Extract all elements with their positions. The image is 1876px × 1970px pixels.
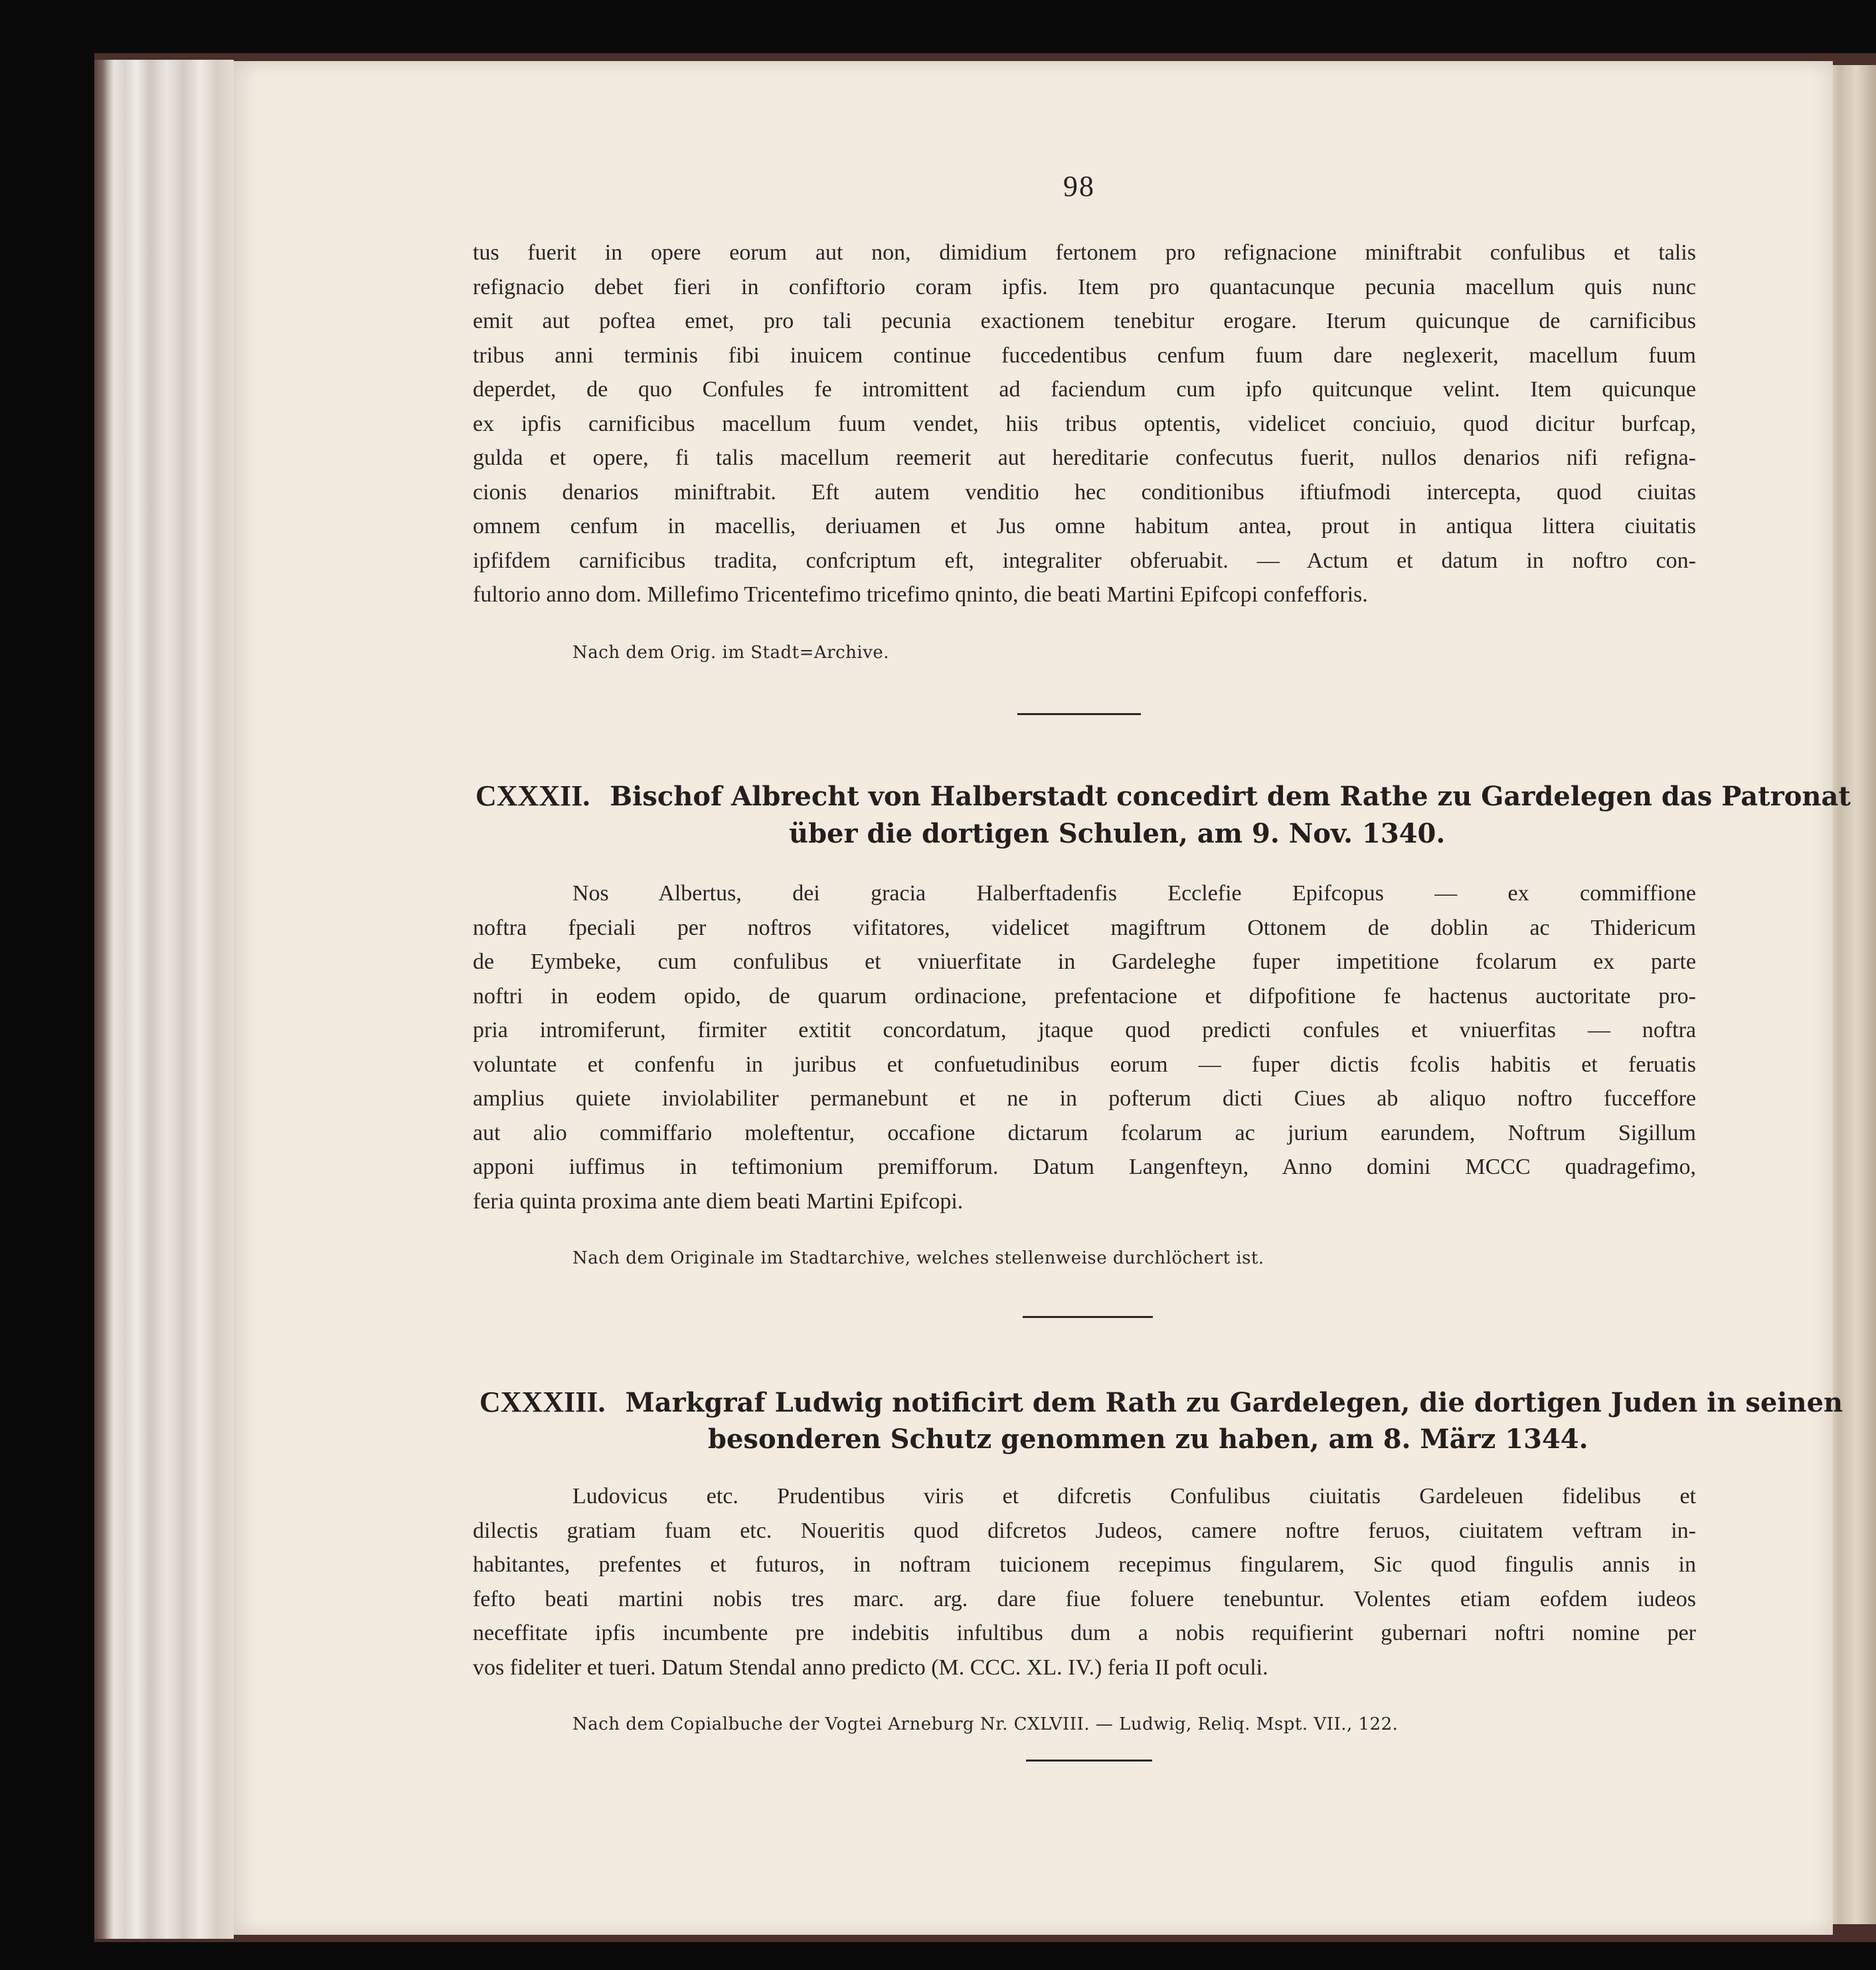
text-line: ex ipfis carnificibus macellum fuum vendet, hiis tribus optentis, videlicet conciuio, quod dicitur burfcap, (473, 411, 1696, 436)
source-note: Nach dem Copialbuche der Vogtei Arneburg Nr. CXLVIII. — Ludwig, Reliq. Mspt. VII., 122. (572, 1714, 1399, 1734)
text-line: noftri in eodem opido, de quarum ordinacione, prefentacione et difpofitione fe hactenus auctoritate pro- (473, 983, 1696, 1009)
text-line: fultorio anno dom. Millefimo Tricentefimo tricefimo qninto, die beati Martini Epifcopi confefforis. (473, 582, 1368, 607)
text-line: cionis denarios miniftrabit. Eft autem venditio hec conditionibus iftiufmodi intercepta, quod ciuitas (473, 479, 1696, 505)
text-line: noftra fpeciali per noftros vifitatores, videlicet magiftrum Ottonem de doblin ac Thidericum (473, 915, 1696, 940)
document-heading-133 (479, 1384, 1843, 1422)
text-line: tribus anni terminis fibi inuicem continue fuccedentibus cenfum fuum dare neglexerit, macellum fuum (473, 343, 1696, 368)
source-note: Nach dem Originale im Stadtarchive, welches stellenweise durchlöchert ist. (572, 1248, 1264, 1268)
text-line: fefto beati martini nobis tres marc. arg. dare fiue foluere tenebuntur. Volentes etiam eofdem iudeos (473, 1586, 1696, 1611)
text-line: voluntate et confenfu in juribus et confuetudinibus eorum — fuper dictis fcolis habitis et feruatis (473, 1052, 1696, 1077)
page-number: 98 (1063, 170, 1095, 203)
text-line: Ludovicus etc. Prudentibus viris et difcretis Confulibus ciuitatis Gardeleuen fidelibus et (572, 1484, 1696, 1509)
document-number: CXXXIII. (479, 1386, 606, 1418)
text-line: tus fuerit in opere eorum aut non, dimidium fertonem pro refignacione miniftrabit confulibus et talis (473, 240, 1696, 265)
document-heading-132 (475, 778, 1851, 815)
text-line: dilectis gratiam fuam etc. Noueritis quod difcretos Judeos, camere noftre feruos, ciuitatem veftram in- (473, 1518, 1696, 1543)
text-line: ipfifdem carnificibus tradita, confcriptum eft, integraliter obferuabit. — Actum et datum in noftro con- (473, 548, 1696, 573)
section-divider (1023, 1316, 1153, 1318)
text-line: emit aut poftea emet, pro tali pecunia exactionem tenebitur erogare. Iterum quicunque de carnificibus (473, 309, 1696, 333)
source-note: Nach dem Orig. im Stadt=Archive. (572, 643, 890, 663)
text-line: amplius quiete inviolabiliter permanebunt et ne in pofterum dicti Ciues ab aliquo noftro fucceffore (473, 1086, 1696, 1111)
document-title-line-2: besonderen Schutz genommen zu haben, am 8. März 1344. (708, 1424, 1588, 1455)
document-title-line-1: Bischof Albrecht von Halberstadt concedirt dem Rathe zu Gardelegen das Patronat (610, 781, 1851, 812)
text-line: aut alio commiffario moleftentur, occafione dictarum fcolarum ac jurium earundem, Noftrum Sigillum (473, 1120, 1696, 1145)
document-text-133 (473, 1479, 1696, 1684)
document-title-line-2: über die dortigen Schulen, am 9. Nov. 1340. (789, 818, 1446, 849)
section-divider (1017, 713, 1141, 715)
previous-document-text (473, 236, 1696, 612)
section-divider (1026, 1760, 1152, 1762)
text-line: pria intromiferunt, firmiter extitit concordatum, jtaque quod predicti confules et vniuerfitas — noftra (473, 1018, 1696, 1042)
text-line: deperdet, de quo Confules fe intromittent ad faciendum cum ipfo quitcunque velint. Item quicunque (473, 377, 1696, 402)
text-line: neceffitate ipfis incumbente pre indebitis infultibus dum a nobis requifierint gubernari noftri nomine per (473, 1621, 1696, 1645)
text-line: omnem cenfum in macellis, deriuamen et Jus omne habitum antea, prout in antiqua littera ciuitatis (473, 514, 1696, 538)
text-line: refignacio debet fieri in confiftorio coram ipfis. Item pro quantacunque pecunia macellum quis nunc (473, 274, 1696, 299)
text-line: vos fideliter et tueri. Datum Stendal anno predicto (M. CCC. XL. IV.) feria II poft oculi. (473, 1655, 1268, 1680)
document-title-line-1: Markgraf Ludwig notificirt dem Rath zu Gardelegen, die dortigen Juden in seinen (625, 1387, 1843, 1418)
text-line: habitantes, prefentes et futuros, in noftram tuicionem recepimus fingularem, Sic quod fingulis annis in (473, 1552, 1696, 1577)
document-number: CXXXII. (475, 780, 590, 812)
text-line: apponi iuffimus in teftimonium premifforum. Datum Langenfteyn, Anno domini MCCC quadragefimo, (473, 1155, 1696, 1179)
text-line: Nos Albertus, dei gracia Halberftadenfis Ecclefie Epifcopus — ex commiffione (572, 881, 1696, 906)
text-line: gulda et opere, fi talis macellum reemerit aut hereditarie confecutus fuerit, nullos denarios nifi refigna- (473, 446, 1696, 470)
text-line: feria quinta proxima ante diem beati Martini Epifcopi. (473, 1189, 964, 1214)
page-stack-left (94, 60, 234, 1939)
text-line: de Eymbeke, cum confulibus et vniuerfitate in Gardeleghe fuper impetitione fcolarum ex parte (473, 949, 1696, 974)
document-text-132 (473, 876, 1696, 1218)
